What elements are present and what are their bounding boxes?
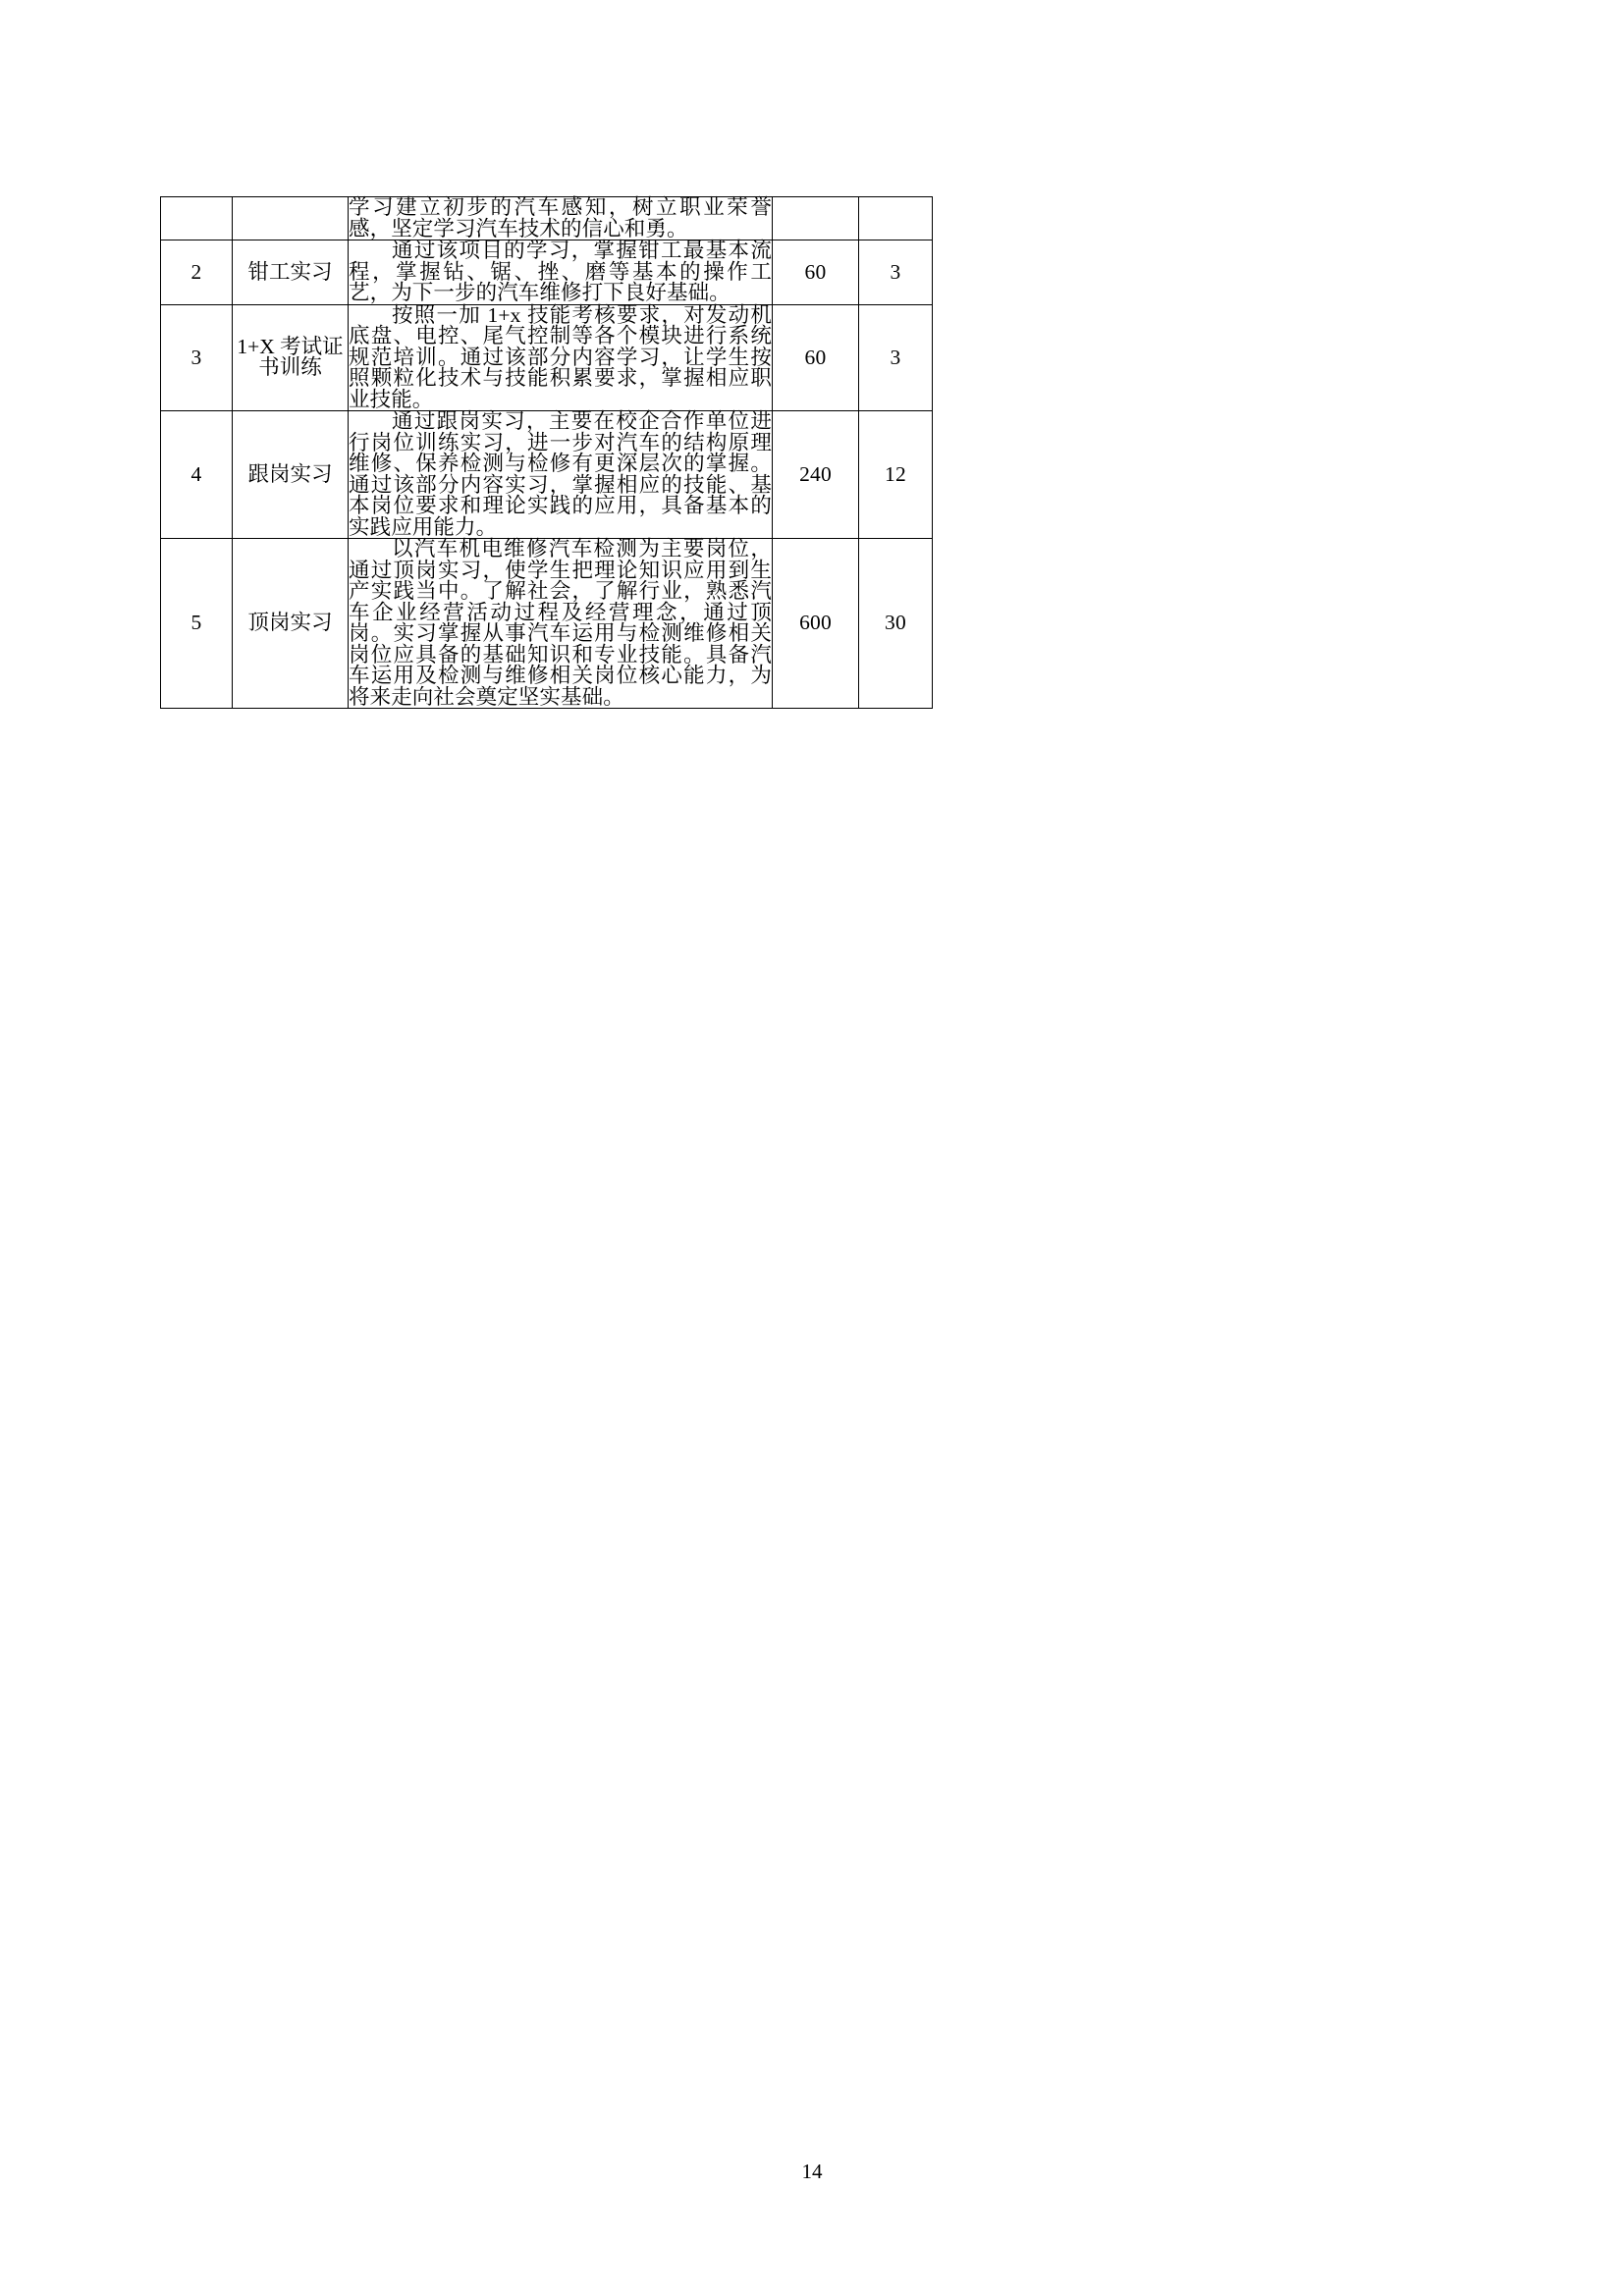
internship-projects-table xyxy=(160,196,933,709)
project-name-cell: 钳工实习 xyxy=(233,240,349,305)
project-name-cell xyxy=(233,197,349,240)
row-number-cell: 5 xyxy=(161,539,233,709)
row-number-cell: 4 xyxy=(161,411,233,539)
table-row xyxy=(161,240,933,305)
row-number-cell xyxy=(161,197,233,240)
project-credit-cell: 3 xyxy=(859,304,933,411)
project-description-cell: 以汽车机电维修汽车检测为主要岗位，通过顶岗实习，使学生把理论知识应用到生产实践当中。了解社会，了解行业，熟悉汽车企业经营活动过程及经营理念，通过顶岗。实习掌握从事汽车运用与检测维修相关岗位应具备的基础知识和专业技能。具备汽车运用及检测与维修相关岗位核心能力，为将来走向社会奠定坚实基础。 xyxy=(349,537,772,709)
table-row xyxy=(161,539,933,709)
project-name-cell: 顶岗实习 xyxy=(233,539,349,709)
project-credit-cell: 3 xyxy=(859,240,933,305)
project-description-cell: 通过跟岗实习，主要在校企合作单位进行岗位训练实习，进一步对汽车的结构原理维修、保养检测与检修有更深层次的掌握。通过该部分内容实习，掌握相应的技能、基本岗位要求和理论实践的应用，具备基本的实践应用能力。 xyxy=(349,409,772,539)
project-hours-cell: 60 xyxy=(773,304,859,411)
project-credit-cell xyxy=(859,197,933,240)
project-credit-cell: 12 xyxy=(859,411,933,539)
table-row xyxy=(161,304,933,411)
row-number-cell: 2 xyxy=(161,240,233,305)
page-number: 14 xyxy=(801,2160,823,2183)
project-name-cell: 跟岗实习 xyxy=(233,411,349,539)
project-hours-cell: 600 xyxy=(773,539,859,709)
project-description-cell: 按照一加 1+x 技能考核要求，对发动机底盘、电控、尾气控制等各个模块进行系统规范培训。通过该部分内容学习，让学生按照颗粒化技术与技能积累要求，掌握相应职业技能。 xyxy=(349,302,772,411)
project-credit-cell: 30 xyxy=(859,539,933,709)
project-description-cell: 学习建立初步的汽车感知，树立职业荣誉感，坚定学习汽车技术的信心和勇。 xyxy=(349,195,772,240)
table-body xyxy=(161,197,933,709)
row-number-cell: 3 xyxy=(161,304,233,411)
project-description-cell: 通过该项目的学习，掌握钳工最基本流程，掌握钻、锯、挫、磨等基本的操作工艺，为下一步的汽车维修打下良好基础。 xyxy=(349,239,772,304)
project-hours-cell: 60 xyxy=(773,240,859,305)
project-hours-cell: 240 xyxy=(773,411,859,539)
table-row xyxy=(161,197,933,240)
table-row xyxy=(161,411,933,539)
project-name-cell: 1+X 考试证书训练 xyxy=(233,304,349,411)
project-hours-cell xyxy=(773,197,859,240)
